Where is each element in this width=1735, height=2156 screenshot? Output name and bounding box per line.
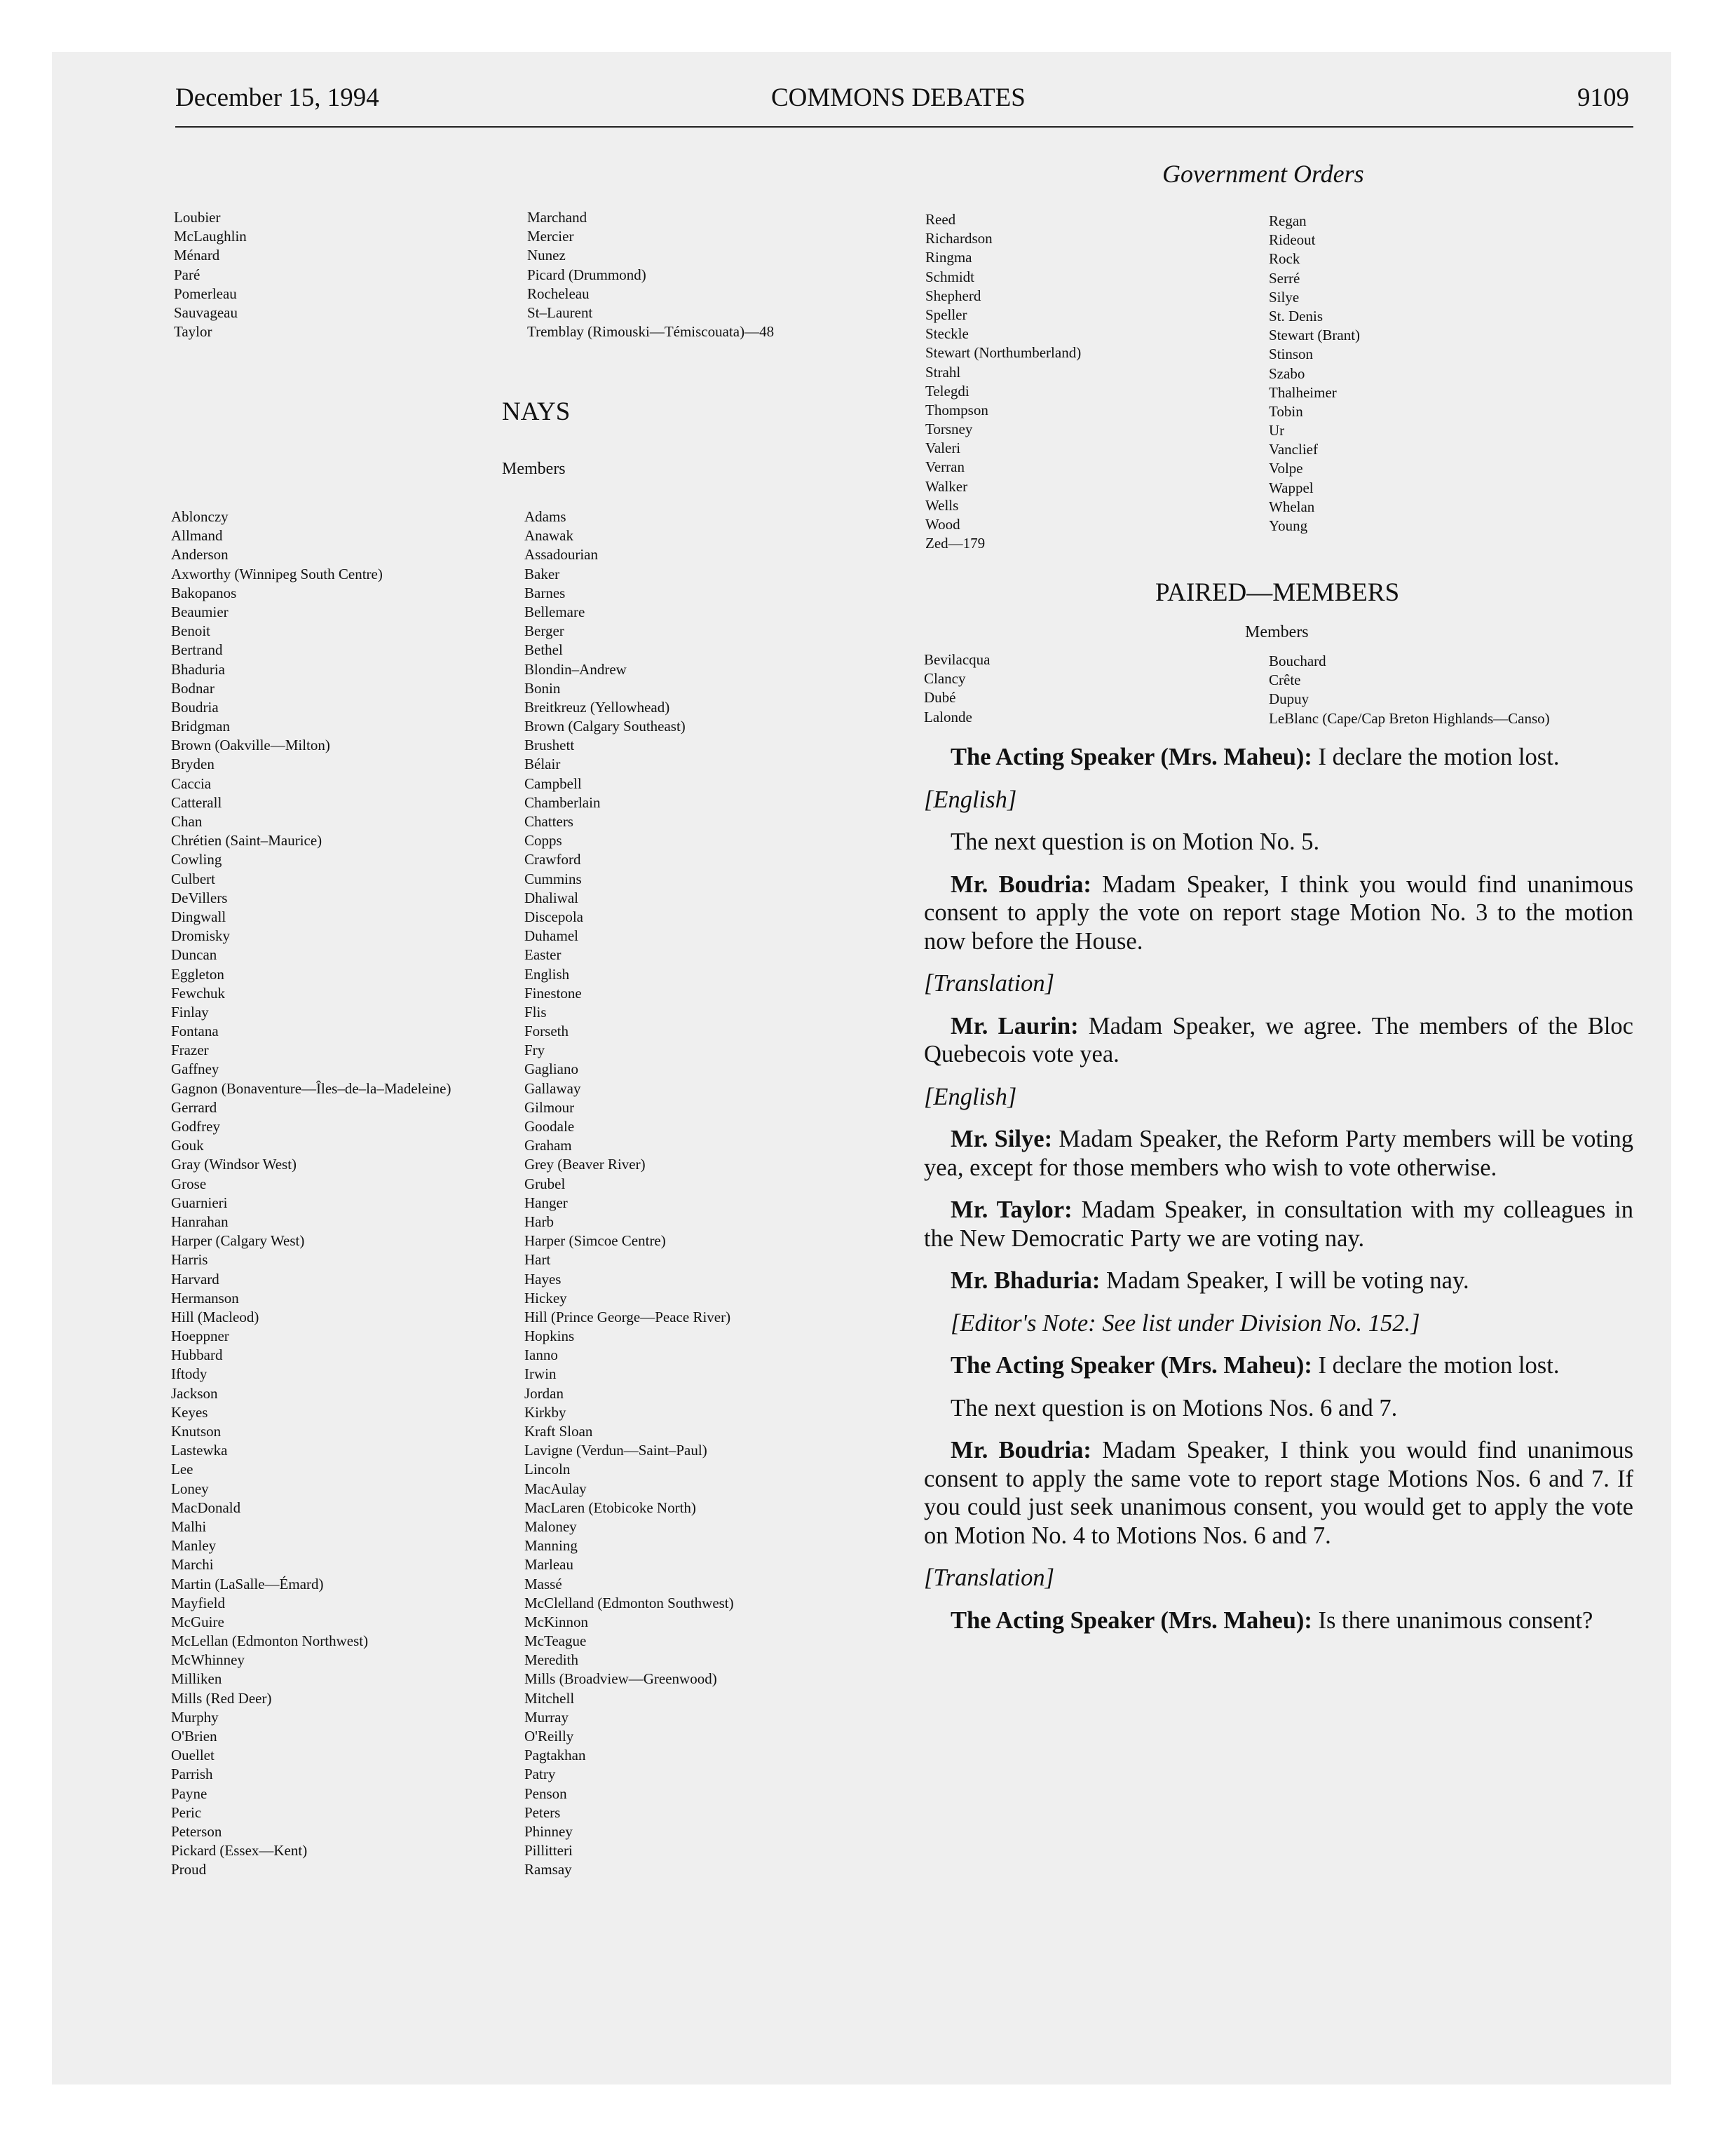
member-name: Brown (Oakville—Milton)	[171, 737, 330, 754]
member-name: McWhinney	[171, 1651, 245, 1669]
member-name: Silye	[1269, 288, 1300, 306]
member-name: Stinson	[1269, 346, 1314, 363]
member-name: Gray (Windsor West)	[171, 1156, 297, 1173]
header-page-number: 9109	[1577, 83, 1629, 112]
paired-list-col1	[924, 650, 990, 727]
member-name: Volpe	[1269, 460, 1303, 477]
member-name: Hermanson	[171, 1289, 239, 1306]
nays-list-col4	[1269, 212, 1360, 535]
member-name: Bonin	[524, 679, 561, 697]
plain-paragraph: The next question is on Motion No. 5.	[951, 828, 1320, 855]
member-name: Bertrand	[171, 641, 223, 659]
member-name: Frazer	[171, 1042, 209, 1059]
speech-text: Madam Speaker, we agree. The members of the Bloc Quebecois vote yea.	[924, 1012, 1633, 1067]
member-name: Lee	[171, 1461, 193, 1478]
member-name: Ménard	[174, 247, 220, 264]
member-name: Wood	[925, 516, 960, 533]
member-name: Nunez	[527, 247, 566, 264]
speech-text: Is there unanimous consent?	[1312, 1606, 1593, 1634]
speech-text: Madam Speaker, in consultation with my colleagues in the New Democratic Party we are voting nay.	[924, 1196, 1633, 1252]
member-name: Wappel	[1269, 479, 1314, 496]
member-name: Regan	[1269, 212, 1307, 229]
member-name: Marleau	[524, 1556, 573, 1574]
member-name: Rock	[1269, 250, 1300, 268]
member-name: St–Laurent	[527, 303, 593, 321]
member-name: Chrétien (Saint–Maurice)	[171, 832, 322, 850]
member-name: Gagliano	[524, 1060, 578, 1078]
member-name: Thalheimer	[1269, 383, 1337, 401]
member-name: Walker	[925, 477, 968, 495]
member-name: Martin (LaSalle—Émard)	[171, 1575, 324, 1592]
member-name: Lavigne (Verdun—Saint–Paul)	[524, 1442, 707, 1459]
member-name: MacAulay	[524, 1480, 587, 1497]
member-name: Stewart (Northumberland)	[925, 344, 1082, 362]
member-name: Fry	[524, 1042, 545, 1059]
member-name: Culbert	[171, 870, 215, 887]
member-name: Marchi	[171, 1556, 214, 1574]
speech-paragraph	[924, 871, 1633, 956]
paired-heading: PAIRED—MEMBERS	[1155, 578, 1400, 607]
member-name: Manley	[171, 1537, 217, 1555]
member-name: Murray	[524, 1708, 569, 1726]
member-name: Hanger	[524, 1194, 568, 1211]
member-name: Cummins	[524, 870, 582, 887]
member-name: Manning	[524, 1537, 578, 1555]
member-name: Grubel	[524, 1175, 566, 1192]
member-name: Gouk	[171, 1137, 204, 1154]
member-name: Penson	[524, 1785, 567, 1802]
member-name: Dromisky	[171, 927, 230, 945]
speaker-name: Mr. Bhaduria:	[951, 1267, 1101, 1294]
speech-paragraph	[924, 1125, 1633, 1182]
speech-paragraph	[924, 1267, 1633, 1295]
member-name: Mitchell	[524, 1689, 575, 1707]
speaker-name: Mr. Boudria:	[951, 871, 1091, 898]
member-name: McClelland (Edmonton Southwest)	[524, 1594, 734, 1611]
member-name: Rideout	[1269, 231, 1316, 249]
speech-text: Madam Speaker, I think you would find unanimous consent to apply the vote on report stage Motion No. 3 to the motion now before the House.	[924, 871, 1633, 955]
member-name: Murphy	[171, 1708, 219, 1726]
member-name: Reed	[925, 211, 956, 228]
member-name: Torsney	[925, 421, 973, 438]
member-name: Harper (Calgary West)	[171, 1232, 305, 1250]
member-name: Easter	[524, 946, 562, 964]
member-name: Bryden	[171, 756, 215, 773]
member-name: Malhi	[171, 1517, 207, 1535]
speaker-name: The Acting Speaker (Mrs. Maheu):	[951, 1606, 1312, 1634]
member-name: Bevilacqua	[924, 651, 991, 668]
member-name: Valeri	[925, 439, 961, 457]
member-name: Anderson	[171, 546, 229, 564]
member-name: Rocheleau	[527, 285, 590, 302]
member-name: Hanrahan	[171, 1213, 229, 1230]
member-name: MacLaren (Etobicoke North)	[524, 1499, 696, 1516]
member-name: O'Reilly	[524, 1728, 574, 1745]
member-name: Mills (Broadview—Greenwood)	[524, 1670, 717, 1688]
member-name: Cowling	[171, 851, 222, 868]
member-name: Assadourian	[524, 546, 598, 564]
member-name: Ramsay	[524, 1861, 572, 1878]
member-name: Gagnon (Bonaventure—Îles–de–la–Madeleine)	[171, 1079, 451, 1097]
paired-subheading: Members	[1245, 623, 1309, 641]
member-name: Wells	[925, 496, 959, 514]
member-name: Ianno	[524, 1346, 558, 1364]
nays-heading: NAYS	[502, 397, 571, 426]
member-name: Serré	[1269, 269, 1300, 287]
member-name: Young	[1269, 517, 1308, 534]
member-name: Shepherd	[925, 287, 981, 304]
member-name: Adams	[524, 508, 566, 525]
speech-text: I declare the motion lost.	[1312, 744, 1560, 770]
member-name: Gallaway	[524, 1079, 581, 1097]
speech-paragraph	[924, 743, 1633, 772]
member-name: Brown (Calgary Southeast)	[524, 718, 686, 735]
member-name: Chamberlain	[524, 793, 601, 811]
speech-text: Madam Speaker, I will be voting nay.	[1100, 1267, 1469, 1294]
member-name: Jackson	[171, 1384, 218, 1402]
member-name: Peric	[171, 1803, 202, 1821]
member-name: Dupuy	[1269, 690, 1309, 708]
speaker-name: Mr. Silye:	[951, 1126, 1053, 1152]
member-name: Benoit	[171, 622, 210, 640]
member-name: Finlay	[171, 1003, 209, 1021]
member-name: Richardson	[925, 230, 993, 247]
language-tag: [English]	[924, 786, 1017, 813]
member-name: Harris	[171, 1251, 208, 1269]
speech-text: I declare the motion lost.	[1312, 1352, 1560, 1379]
member-name: Mayfield	[171, 1594, 225, 1611]
member-name: Godfrey	[171, 1118, 220, 1135]
member-name: Ringma	[925, 249, 972, 266]
member-name: Chan	[171, 813, 203, 830]
speech-paragraph	[924, 1351, 1633, 1380]
member-name: Harvard	[171, 1270, 219, 1288]
language-tag: [Translation]	[924, 970, 1054, 997]
member-name: Fontana	[171, 1023, 219, 1040]
member-name: Finestone	[524, 984, 582, 1002]
member-name: McLellan (Edmonton Northwest)	[171, 1632, 369, 1650]
member-name: Hill (Macleod)	[171, 1308, 259, 1325]
member-name: Tobin	[1269, 402, 1303, 420]
member-name: Blondin–Andrew	[524, 660, 627, 678]
member-name: Ablonczy	[171, 508, 229, 525]
member-name: Duhamel	[524, 927, 578, 945]
member-name: Milliken	[171, 1670, 222, 1688]
speaker-name: The Acting Speaker (Mrs. Maheu):	[951, 744, 1312, 770]
member-name: Peterson	[171, 1822, 222, 1840]
member-name: Taylor	[174, 323, 212, 341]
yeas-list-col2	[527, 208, 774, 341]
member-name: Loney	[171, 1480, 209, 1497]
member-name: Hubbard	[171, 1346, 223, 1364]
speaker-name: The Acting Speaker (Mrs. Maheu):	[951, 1352, 1312, 1379]
member-name: Dingwall	[171, 908, 226, 925]
member-name: Gerrard	[171, 1098, 217, 1116]
member-name: Stewart (Brant)	[1269, 327, 1361, 344]
section-title: Government Orders	[1162, 160, 1364, 188]
member-name: Pomerleau	[174, 285, 237, 302]
language-tag: [Translation]	[924, 1564, 1054, 1591]
member-name: Breitkreuz (Yellowhead)	[524, 698, 670, 716]
member-name: Bodnar	[171, 679, 215, 697]
member-name: Fewchuk	[171, 984, 225, 1002]
member-name: Dhaliwal	[524, 889, 578, 906]
member-name: Allmand	[171, 527, 223, 545]
nays-list-col3	[925, 210, 1081, 553]
speaker-name: Mr. Boudria:	[951, 1437, 1091, 1464]
member-name: Campbell	[524, 775, 582, 792]
member-name: Hickey	[524, 1289, 567, 1306]
member-name: Pillitteri	[524, 1842, 573, 1860]
header-rule	[175, 126, 1633, 128]
member-name: Hoeppner	[171, 1328, 229, 1345]
member-name: O'Brien	[171, 1728, 217, 1745]
nays-list-col2	[524, 507, 734, 1880]
member-name: Ur	[1269, 422, 1285, 439]
member-name: Grose	[171, 1175, 207, 1192]
member-name: Payne	[171, 1785, 207, 1802]
speech-paragraph	[924, 1606, 1633, 1635]
speech-paragraph	[924, 1196, 1633, 1253]
member-name: Patry	[524, 1766, 556, 1783]
member-name: DeVillers	[171, 889, 228, 906]
member-name: Axworthy (Winnipeg South Centre)	[171, 565, 383, 582]
plain-paragraph: The next question is on Motions Nos. 6 and 7.	[951, 1394, 1398, 1421]
member-name: Crawford	[524, 851, 581, 868]
member-name: McLaughlin	[174, 228, 247, 245]
member-name: Beaumier	[171, 603, 229, 620]
member-name: Bhaduria	[171, 660, 225, 678]
member-name: Bellemare	[524, 603, 585, 620]
member-name: Vanclief	[1269, 441, 1318, 458]
member-name: Anawak	[524, 527, 573, 545]
member-name: Gaffney	[171, 1060, 219, 1078]
member-name: Caccia	[171, 775, 212, 792]
member-name: Dubé	[924, 689, 956, 707]
member-name: Loubier	[174, 209, 221, 226]
member-name: Mills (Red Deer)	[171, 1689, 272, 1707]
member-name: Clancy	[924, 670, 966, 688]
member-name: English	[524, 965, 570, 983]
member-name: Kirkby	[524, 1403, 566, 1421]
member-name: Chatters	[524, 813, 573, 830]
member-name: Bouchard	[1269, 653, 1326, 669]
member-name: Keyes	[171, 1403, 208, 1421]
member-name: Iftody	[171, 1365, 207, 1383]
member-name: Bethel	[524, 641, 563, 659]
member-name: Steckle	[925, 325, 969, 343]
member-name: Marchand	[527, 209, 587, 226]
member-name: Brushett	[524, 737, 575, 754]
nays-list-col1	[171, 507, 451, 1880]
member-name: Grey (Beaver River)	[524, 1156, 646, 1173]
paired-list-col2	[1269, 652, 1550, 728]
member-name: Irwin	[524, 1365, 557, 1383]
member-name: Phinney	[524, 1822, 573, 1840]
member-name: Thompson	[925, 401, 988, 418]
member-name: Picard (Drummond)	[527, 266, 646, 283]
member-name: Parrish	[171, 1766, 213, 1783]
member-name: Lastewka	[171, 1442, 228, 1459]
member-name: Telegdi	[925, 382, 969, 400]
member-name: Strahl	[925, 363, 961, 381]
speaker-name: Mr. Laurin:	[951, 1012, 1079, 1039]
speech-paragraph	[924, 1012, 1633, 1069]
member-name: Guarnieri	[171, 1194, 228, 1211]
member-name: Catterall	[171, 793, 222, 811]
member-name: LeBlanc (Cape/Cap Breton Highlands—Canso)	[1269, 709, 1550, 727]
member-name: Pickard (Essex—Kent)	[171, 1842, 308, 1860]
member-name: Bakopanos	[171, 584, 237, 601]
member-name: Lalonde	[924, 708, 972, 725]
member-name: Hayes	[524, 1270, 562, 1288]
member-name: Paré	[174, 266, 200, 283]
member-name: McGuire	[171, 1613, 224, 1630]
member-name: McTeague	[524, 1632, 587, 1650]
member-name: Goodale	[524, 1118, 575, 1135]
member-name: MacDonald	[171, 1499, 241, 1516]
member-name: Meredith	[524, 1651, 578, 1669]
language-tag: [English]	[924, 1083, 1017, 1110]
member-name: Maloney	[524, 1517, 577, 1535]
member-name: Pagtakhan	[524, 1747, 586, 1764]
member-name: Verran	[925, 458, 965, 476]
member-name: Gilmour	[524, 1098, 575, 1116]
header-title: COMMONS DEBATES	[771, 83, 1026, 112]
member-name: Speller	[925, 306, 967, 323]
header-date: December 15, 1994	[175, 83, 379, 112]
speaker-name: Mr. Taylor:	[951, 1196, 1073, 1223]
speech-text: Madam Speaker, the Reform Party members will be voting yea, except for those members who wish to vote otherwise.	[924, 1126, 1633, 1181]
member-name: Bridgman	[171, 718, 230, 735]
member-name: Boudria	[171, 698, 219, 716]
member-name: Graham	[524, 1137, 572, 1154]
editors-note: [Editor's Note: See list under Division No. 152.]	[951, 1309, 1420, 1337]
member-name: Knutson	[171, 1423, 222, 1440]
member-name: Flis	[524, 1003, 547, 1021]
member-name: Zed—179	[925, 535, 986, 552]
member-name: Schmidt	[925, 268, 975, 285]
member-name: Barnes	[524, 584, 566, 601]
member-name: Massé	[524, 1575, 562, 1592]
member-name: Bélair	[524, 756, 561, 773]
member-name: Kraft Sloan	[524, 1423, 593, 1440]
member-name: Hill (Prince George—Peace River)	[524, 1308, 731, 1325]
member-name: Lincoln	[524, 1461, 571, 1478]
member-name: Baker	[524, 565, 560, 582]
member-name: Proud	[171, 1861, 207, 1878]
nays-subheading: Members	[502, 460, 566, 478]
member-name: Szabo	[1269, 364, 1305, 382]
member-name: Jordan	[524, 1384, 564, 1402]
member-name: St. Denis	[1269, 307, 1324, 325]
speech-text: Madam Speaker, I think you would find unanimous consent to apply the same vote to report stage Motions Nos. 6 and 7. If you could just seek unanimous consent, you would get to apply the vote on Motion No. 4 to Motions Nos. 6 and 7.	[924, 1437, 1633, 1549]
member-name: Harb	[524, 1213, 554, 1230]
member-name: Forseth	[524, 1023, 569, 1040]
member-name: Hart	[524, 1251, 551, 1269]
member-name: Ouellet	[171, 1747, 215, 1764]
member-name: Hopkins	[524, 1328, 575, 1345]
member-name: Mercier	[527, 228, 574, 245]
member-name: Peters	[524, 1803, 561, 1821]
member-name: Copps	[524, 832, 562, 850]
member-name: Harper (Simcoe Centre)	[524, 1232, 666, 1250]
member-name: McKinnon	[524, 1613, 588, 1630]
member-name: Whelan	[1269, 498, 1315, 515]
member-name: Crête	[1269, 671, 1301, 689]
member-name: Discepola	[524, 908, 583, 925]
member-name: Berger	[524, 622, 564, 640]
member-name: Tremblay (Rimouski—Témiscouata)—48	[527, 323, 775, 341]
member-name: Eggleton	[171, 965, 224, 983]
proceedings-text	[924, 743, 1633, 1649]
member-name: Sauvageau	[174, 303, 238, 321]
speech-paragraph	[924, 1436, 1633, 1550]
member-name: Duncan	[171, 946, 217, 964]
yeas-list-col1	[174, 208, 247, 341]
